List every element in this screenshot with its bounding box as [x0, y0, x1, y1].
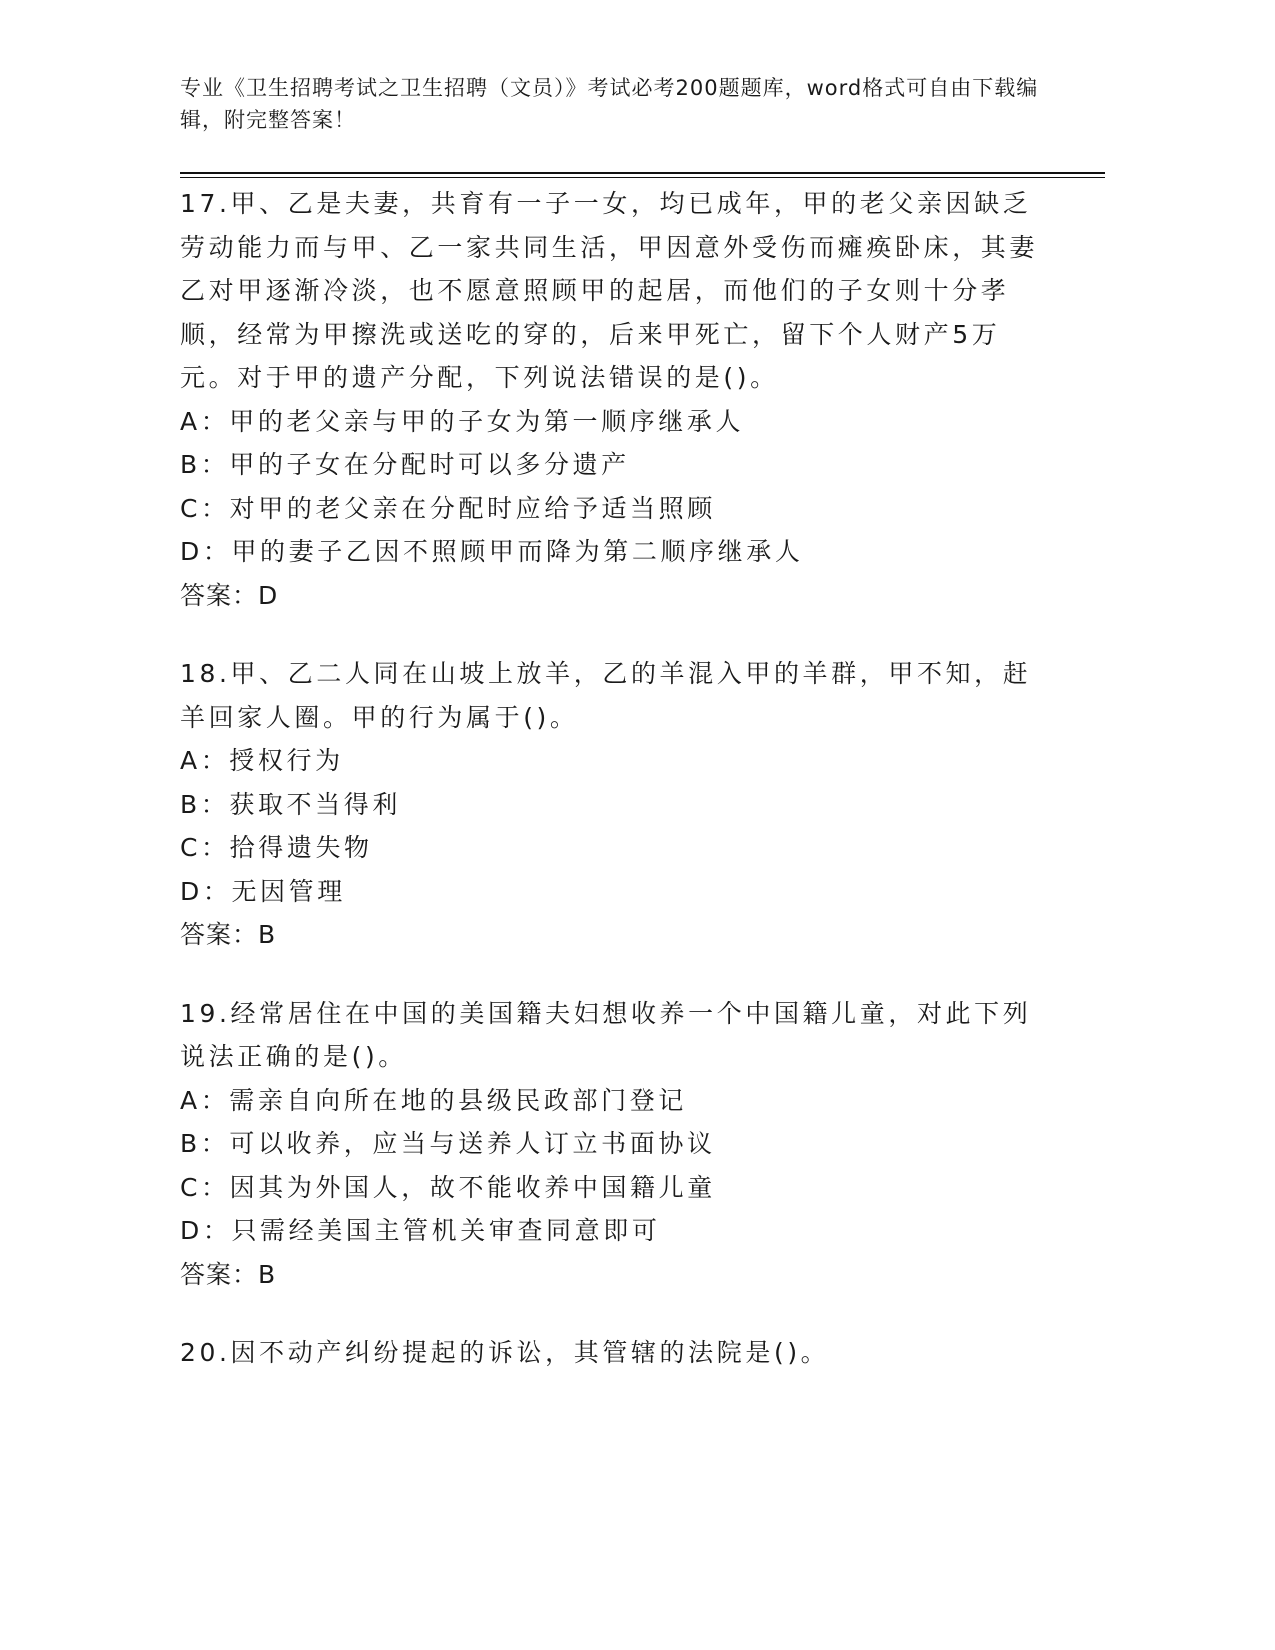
question-18 [180, 652, 1040, 957]
header-rule-thick [180, 172, 1105, 174]
option-b: B：获取不当得利 [180, 789, 401, 819]
question-stem: 18.甲、乙二人同在山坡上放羊，乙的羊混入甲的羊群，甲不知，赶羊回家人圈。甲的行为属于()。 [180, 659, 1032, 732]
option-a: A：甲的老父亲与甲的子女为第一顺序继承人 [180, 406, 745, 436]
document-header: 专业《卫生招聘考试之卫生招聘（文员）》考试必考200题题库，word格式可自由下载编辑，附完整答案！ [180, 76, 1039, 132]
option-d: D：只需经美国主管机关审查同意即可 [180, 1216, 661, 1245]
option-d: D：无因管理 [180, 876, 346, 906]
question-stem: 20.因不动产纠纷提起的诉讼，其管辖的法院是()。 [180, 1338, 830, 1367]
question-stem: 19.经常居住在中国的美国籍夫妇想收养一个中国籍儿童，对此下列说法正确的是()。 [180, 998, 1032, 1071]
question-19 [180, 992, 1040, 1297]
header-rule-thin [180, 177, 1105, 178]
option-b: B：可以收养，应当与送养人订立书面协议 [180, 1129, 716, 1158]
question-list [180, 182, 1040, 1410]
option-c: C：对甲的老父亲在分配时应给予适当照顾 [180, 493, 716, 523]
answer: 答案：B [180, 920, 277, 949]
question-20 [180, 1331, 1040, 1375]
question-17 [180, 182, 1040, 617]
question-stem: 17.甲、乙是夫妻，共育有一子一女，均已成年，甲的老父亲因缺乏劳动能力而与甲、乙一家共同生活，甲因意外受伤而瘫痪卧床，其妻乙对甲逐渐冷淡，也不愿意照顾甲的起居，而他们的子女则十分孝顺，经常为甲擦洗或送吃的穿的，后来甲死亡，留下个人财产5万元。对于甲的遗产分配，下列说法错误的是()。 [180, 189, 1039, 392]
answer: 答案：B [180, 1259, 277, 1289]
option-c: C：因其为外国人，故不能收养中国籍儿童 [180, 1172, 716, 1202]
option-a: A：授权行为 [180, 746, 344, 775]
answer: 答案：D [180, 580, 279, 610]
option-a: A：需亲自向所在地的县级民政部门登记 [180, 1085, 687, 1115]
option-c: C：拾得遗失物 [180, 833, 373, 862]
option-d: D：甲的妻子乙因不照顾甲而降为第二顺序继承人 [180, 537, 804, 566]
option-b: B：甲的子女在分配时可以多分遗产 [180, 450, 630, 479]
